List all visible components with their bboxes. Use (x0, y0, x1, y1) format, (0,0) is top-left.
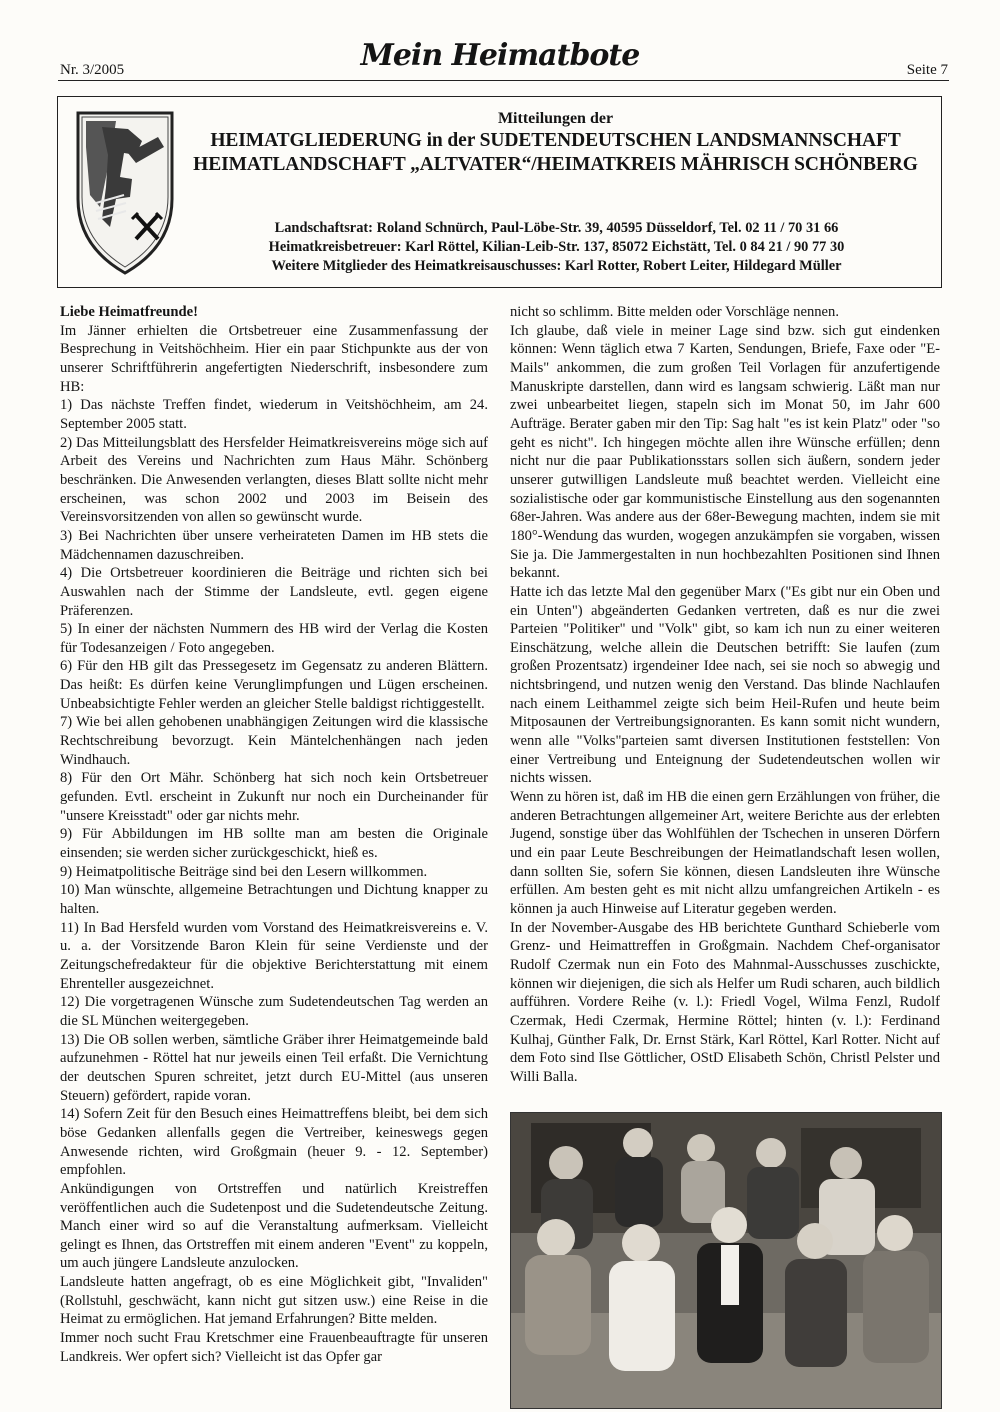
paragraph: nicht so schlimm. Bitte melden oder Vorschläge nennen. (510, 304, 839, 320)
box-heading-group (178, 109, 933, 177)
group-photo (510, 1112, 942, 1409)
paragraph: 13) Die OB sollen werben, sämtliche Gräber ihrer Heimatgemeinde bald aufzunehmen - Röttel hat nur jeweils einen Teil erfaßt. Die Vernichtung der deutschen Spuren schreitet, jetzt durch EU-Mittel (aus unseren Steuern) gefördert, rapide voran. (60, 1031, 488, 1104)
paragraph: 9) Für Abbildungen im HB sollte man am besten die Originale einsenden; sie werden sicher zurückgeschickt, hieß es. (60, 826, 488, 862)
article-greeting: Liebe Heimatfreunde! (60, 304, 198, 320)
paragraph: 12) Die vorgetragenen Wünsche zum Sudetendeutschen Tag werden an die SL München weitergegeben. (60, 994, 488, 1029)
contact-line: Heimatkreisbetreuer: Karl Röttel, Kilian-Leib-Str. 137, 85072 Eichstätt, Tel. 0 84 21 / 90 77 30 (268, 239, 845, 255)
paragraph: Immer noch sucht Frau Kretschmer eine Frauenbeauftragte für unseren Landkreis. Wer opfert sich? Vielleicht ist das Opfer gar (60, 1330, 488, 1365)
group-photo-image (511, 1113, 941, 1408)
association-info-box (57, 96, 942, 288)
paragraph: 1) Das nächste Treffen findet, wiederum in Veitshöchheim, am 24. September 2005 statt. (60, 397, 488, 432)
paragraph: 4) Die Ortsbetreuer koordinieren die Beiträge und richten sich bei Auswahlen nach der Stimme der Landsleute, evtl. gegen eigene Präferenzen. (60, 565, 488, 619)
paragraph: 7) Wie bei allen gehobenen unabhängigen Zeitungen wird die klassische Rechtschreibung bevorzugt. Kein Mäntelchenhängen nach jeden Windhauch. (60, 714, 488, 768)
contact-info (178, 219, 935, 276)
paragraph: 9) Heimatpolitische Beiträge sind bei den Lesern willkommen. (60, 863, 428, 880)
paragraph: 11) In Bad Hersfeld wurden vom Vorstand des Heimatkreisvereins e. V. u. a. der Vorsitzende Baron Klein für seine Verdienste und der Zeitungschefredakteur für die objektive Berichterstattung mit einem Ehrenteller ausgezeichnet. (60, 919, 488, 992)
paragraph: In der November-Ausgabe des HB berichtete Gunthard Schieberle vom Grenz- und Heimattreffen in Großgmain. Nachdem Chef-organisator Rudolf Czermak nun ein Foto des Mahnmal-Ausschusses zuschickte, können wir diejenigen, die sich als Helfer um Rudi scharen, auch bildlich aufführen. Vordere Reihe (v. l.): Friedl Vogel, Wilma Fenzl, Rudolf Czermak, Hedi Czermak, Hermine Röttel; hinten (v. l.): Ferdinand Kulhaj, Günther Falk, Dr. Ernst Stärk, Karl Röttel, Karl Rotter. Nicht auf dem Foto sind Ilse Göttlicher, OStD Elisabeth Schön, Christl Pelster und Willi Balla. (510, 919, 940, 1085)
page-number: Seite 7 (906, 62, 948, 78)
paragraph: Wenn zu hören ist, daß im HB die einen gern Erzählungen von früher, die anderen Betrachtungen allgemeiner Art, weitere Berichte aus der erlebten Jugend, sonstige über das Wohlfühlen der Tschechen in unseren Dörfern und ein paar Leute Beschreibungen der Heimatlandschaft lesen wollen, dann sollten Sie, sofern Sie können, diesen Landsleuten ihre Wünsche erfüllen. Am besten geht es mit nicht allzu umfangreichen Artikeln - es können ja auch Hinweise auf Literatur gegeben werden. (510, 789, 940, 917)
contact-line: Weitere Mitglieder des Heimatkreisauschusses: Karl Rotter, Robert Leiter, Hildegard Müller (271, 258, 842, 274)
paragraph: 3) Bei Nachrichten über unsere verheirateten Damen im HB stets die Mädchennamen dazuschreiben. (60, 527, 488, 563)
issue-number: Nr. 3/2005 (60, 62, 125, 78)
box-subtitle: Mitteilungen der (497, 110, 614, 127)
article-right-column (510, 303, 940, 1087)
paragraph: Ankündigungen von Ortstreffen und natürlich Kreistreffen veröffentlichen auch die Sudetenpost und die Sudetendeutsche Zeitung. Manch einer wird so auf die Veranstaltung aufmerksam. Vielleicht gelingt es Ihnen, das Ortstreffen mit einem anderen "Event" zu koppeln, um auch jüngere Landsleute anzulocken. (60, 1180, 488, 1272)
paragraph: 8) Für den Ort Mähr. Schönberg hat sich noch kein Ortsbetreuer gefunden. Evtl. erscheint in Zukunft nur noch ein Durcheinander für "unsere Kreisstadt" oder gar nichts mehr. (60, 770, 488, 824)
paragraph: Hatte ich das letzte Mal den gegenüber Marx ("Es gibt nur ein Oben und ein Unten") abgeänderten Gedanken vertreten, daß es nur die zwei Parteien "Politiker" und "Volk" gibt, so kam ich nun zu einer weiteren Einschätzung, welche allein die Deutschen betrifft: Sie laufen (zum großen Prozentsatz) irgendeiner Idee nach, sei sie noch so abwegig und nichtsbringend, und nutzen wenig den Verstand. Das blinde Nachlaufen nach einem Leithammel zeigte sich beim Heil-Rufen und heute beim Mitposaunen der Vertreibungsignoranten. Es kann somit nicht wundern, wenn alle "Volks"parteien samt diversen Institutionen feststellen: Von einer Vertreibung und Enteignung der Sudetendeutschen wollen wir nichts wissen. (510, 583, 940, 787)
contact-line: Landschaftsrat: Roland Schnürch, Paul-Löbe-Str. 39, 40595 Düsseldorf, Tel. 02 11 / 70 31 66 (274, 220, 839, 236)
paragraph: 10) Man wünschte, allgemeine Betrachtungen und Dichtung knapper zu halten. (60, 882, 488, 917)
paragraph: 5) In einer der nächsten Nummern des HB wird der Verlag die Kosten für Todesanzeigen / Foto angegeben. (60, 621, 488, 656)
paragraph: 2) Das Mitteilungsblatt des Hersfelder Heimatkreisvereins möge sich auf Arbeit des Vereins und Nachrichten zum Haus Mähr. Schönberg beschränken. Die Anwesenden verlangten, dieses Blatt sollte nicht mehr erscheinen, was schon 2002 und 2003 im Beisein des Vereinsvorsitzenden von allen so gewünscht wurde. (60, 434, 488, 526)
masthead-title: Mein Heimatbote (360, 38, 640, 73)
paragraph: Im Jänner erhielten die Ortsbetreuer eine Zusammenfassung der Besprechung in Veitshöchheim. Hier ein paar Stichpunkte aus der von unserer Schriftführerin angefertigten Niederschrift, insbesondere zum HB: (60, 322, 488, 395)
article-left-column (60, 303, 488, 1366)
coat-of-arms-icon (72, 107, 178, 277)
paragraph: Landsleute hatten angefragt, ob es eine Möglichkeit gibt, "Invaliden" (Rollstuhl, geschwächt, kann nicht gut sitzen usw.) eine Reise in die Heimat zu ermöglichen. Hat jemand Erfahrungen? Bitte melden. (60, 1274, 488, 1328)
box-heading-line1: HEIMATGLIEDERUNG in der SUDETENDEUTSCHEN LANDSMANNSCHAFT (210, 130, 901, 151)
header-rule (58, 80, 949, 81)
paragraph: 14) Sofern Zeit für den Besuch eines Heimattreffens bleibt, bei dem sich böse Gedanken allenfalls gegen die Vertreiber, keineswegs gegen Anwesende richten, wird Großgmain (heuer 9. - 12. September) empfohlen. (60, 1106, 488, 1179)
paragraph: 6) Für den HB gilt das Pressegesetz im Gegensatz zu anderen Blättern. Das heißt: Es dürfen keine Verunglimpfungen und Lügen erscheinen. Unbeabsichtigte Fehler werden an gleicher Stelle baldigst richtiggestellt. (60, 658, 488, 712)
paragraph: Ich glaube, daß viele in meiner Lage sind bzw. sich gut eindenken können: Wenn täglich etwa 7 Karten, Sendungen, Briefe, Faxe oder "E-Mails" ankommen, die zum großen Teil Vorlagen für anzufertigende Manuskripte darstellen, dann wird es langsam schwierig. Läßt man nur zwei unbearbeitet liegen, stapeln sich im Monat 50, im Jahr 600 Aufträge. Berater gaben mir den Tip: Sag halt "es ist kein Platz" oder "so geht es nicht". Ich hingegen möchte allen ihre Wünsche erfüllen; denn nicht nur die paar Publikationsstars sollen sich äußern, sondern jeder unserer gutwilligen Landsleute muß beachtet werden. Vielleicht eine sozialistische oder gar kommunistische Einstellung aus den sogenannten 68er-Jahren. Was andere aus der 68er-Bewegung machten, indem sie mit 180°-Wendung das wurden, wogegen anzukämpfen sie vorgaben, wissen Sie ja. Die Jammergestalten in nun hochbezahlten Positionen sind Ihnen bekannt. (510, 322, 940, 582)
box-heading-line2: HEIMATLANDSCHAFT „ALTVATER“/HEIMATKREIS MÄHRISCH SCHÖNBERG (193, 154, 918, 175)
